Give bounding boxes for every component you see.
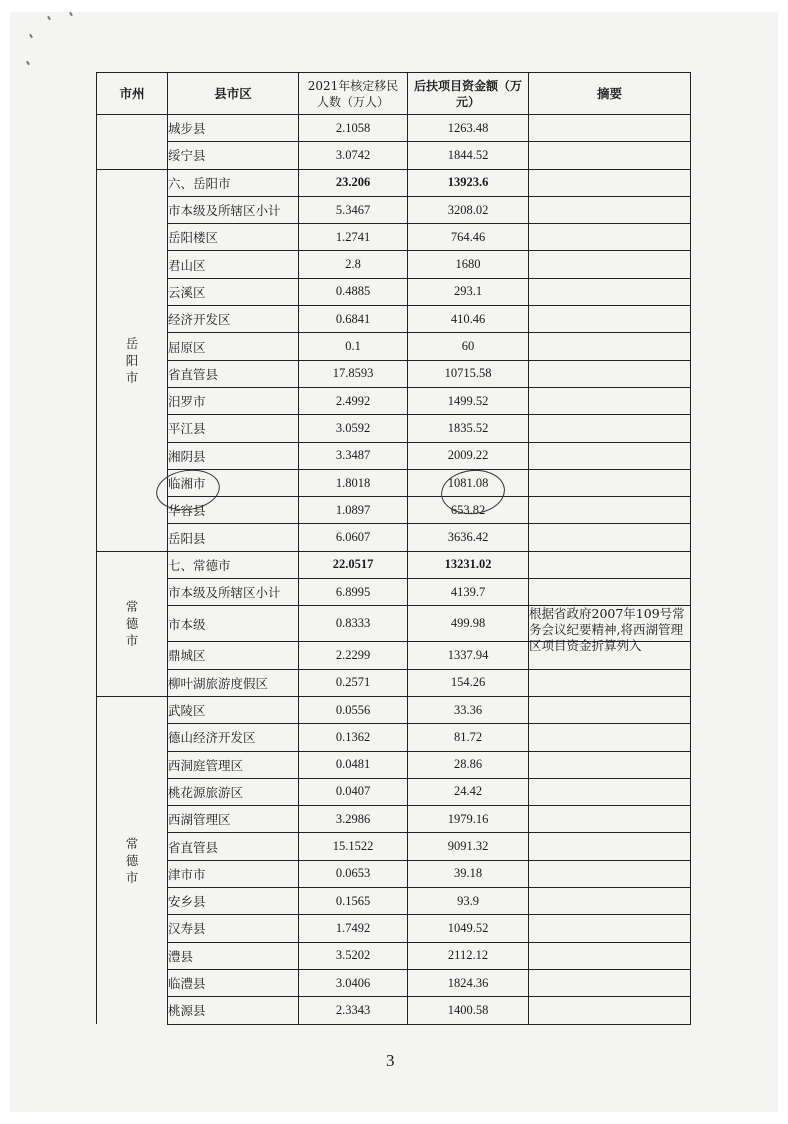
- people-cell: 2.2299: [299, 642, 408, 669]
- funds-cell: 93.9: [408, 888, 529, 915]
- funds-cell: 1081.08: [408, 469, 529, 496]
- table-row: [97, 551, 691, 578]
- table-row: [97, 442, 691, 469]
- table-row: [97, 115, 691, 142]
- people-cell: 5.3467: [299, 196, 408, 223]
- note-cell: [529, 306, 691, 333]
- note-cell: [529, 415, 691, 442]
- note-cell: [529, 196, 691, 223]
- table-row: [97, 169, 691, 196]
- county-name-cell: 绥宁县: [168, 142, 299, 169]
- table-row: [97, 306, 691, 333]
- people-cell: 1.7492: [299, 915, 408, 942]
- table-row: [97, 524, 691, 551]
- header-funds: 后扶项目资金额（万元）: [408, 73, 529, 115]
- county-name-cell: 武陵区: [168, 696, 299, 723]
- header-note: 摘要: [529, 73, 691, 115]
- people-cell: 3.2986: [299, 806, 408, 833]
- people-cell: 1.2741: [299, 224, 408, 251]
- resettlement-funds-table: [96, 72, 691, 1025]
- county-name-cell: 桃源县: [168, 997, 299, 1024]
- funds-cell: 3208.02: [408, 196, 529, 223]
- city-cell: 常 德 市: [97, 551, 168, 696]
- note-cell: [529, 360, 691, 387]
- funds-cell: 13231.02: [408, 551, 529, 578]
- note-cell: [529, 888, 691, 915]
- table-row: [97, 387, 691, 414]
- county-name-cell: 城步县: [168, 115, 299, 142]
- people-cell: 3.5202: [299, 942, 408, 969]
- funds-cell: 1400.58: [408, 997, 529, 1024]
- city-cell: 岳 阳 市: [97, 169, 168, 551]
- note-cell: [529, 142, 691, 169]
- county-name-cell: 临澧县: [168, 969, 299, 996]
- funds-cell: 293.1: [408, 278, 529, 305]
- funds-cell: 653.82: [408, 497, 529, 524]
- funds-cell: 499.98: [408, 606, 529, 642]
- people-cell: 0.1565: [299, 888, 408, 915]
- table-row: [97, 888, 691, 915]
- table-row: [97, 942, 691, 969]
- funds-cell: 1979.16: [408, 806, 529, 833]
- people-cell: 1.8018: [299, 469, 408, 496]
- note-cell: [529, 806, 691, 833]
- table-body: [97, 115, 691, 1025]
- funds-cell: 4139.7: [408, 579, 529, 606]
- people-cell: 3.0592: [299, 415, 408, 442]
- county-name-cell: 柳叶湖旅游度假区: [168, 669, 299, 696]
- funds-cell: 33.36: [408, 696, 529, 723]
- note-cell: [529, 724, 691, 751]
- county-name-cell: 平江县: [168, 415, 299, 442]
- table-row: [97, 196, 691, 223]
- people-cell: 0.2571: [299, 669, 408, 696]
- table-row: [97, 415, 691, 442]
- people-cell: 0.1: [299, 333, 408, 360]
- county-name-cell: 鼎城区: [168, 642, 299, 669]
- county-name-cell: 岳阳县: [168, 524, 299, 551]
- people-cell: 22.0517: [299, 551, 408, 578]
- funds-cell: 9091.32: [408, 833, 529, 860]
- table-row: [97, 751, 691, 778]
- people-cell: 15.1522: [299, 833, 408, 860]
- county-name-cell: 六、岳阳市: [168, 169, 299, 196]
- people-cell: 0.0481: [299, 751, 408, 778]
- table-row: [97, 333, 691, 360]
- table-row: [97, 778, 691, 805]
- county-name-cell: 安乡县: [168, 888, 299, 915]
- funds-cell: 60: [408, 333, 529, 360]
- note-cell: [529, 169, 691, 196]
- note-cell: [529, 278, 691, 305]
- table-row: [97, 251, 691, 278]
- people-cell: 0.0407: [299, 778, 408, 805]
- funds-cell: 1499.52: [408, 387, 529, 414]
- note-cell: [529, 860, 691, 887]
- note-cell: [529, 833, 691, 860]
- county-name-cell: 市本级及所辖区小计: [168, 579, 299, 606]
- people-cell: 2.4992: [299, 387, 408, 414]
- county-name-cell: 省直管县: [168, 833, 299, 860]
- funds-cell: 3636.42: [408, 524, 529, 551]
- note-cell: [529, 524, 691, 551]
- people-cell: 0.0653: [299, 860, 408, 887]
- county-name-cell: 津市市: [168, 860, 299, 887]
- county-name-cell: 岳阳楼区: [168, 224, 299, 251]
- funds-cell: 1049.52: [408, 915, 529, 942]
- county-name-cell: 屈原区: [168, 333, 299, 360]
- table-row: [97, 696, 691, 723]
- header-people: 2021年核定移民人数（万人）: [299, 73, 408, 115]
- note-cell: [529, 669, 691, 696]
- funds-cell: 10715.58: [408, 360, 529, 387]
- funds-cell: 410.46: [408, 306, 529, 333]
- table-row: [97, 724, 691, 751]
- note-text: 根据省政府2007年109号常务会议纪要精神,将西湖管理区项目资金折算列入: [529, 606, 685, 654]
- funds-cell: 28.86: [408, 751, 529, 778]
- people-cell: 0.0556: [299, 696, 408, 723]
- county-name-cell: 汨罗市: [168, 387, 299, 414]
- table-row: [97, 579, 691, 606]
- funds-cell: 1263.48: [408, 115, 529, 142]
- county-name-cell: 市本级及所辖区小计: [168, 196, 299, 223]
- funds-cell: 764.46: [408, 224, 529, 251]
- county-name-cell: 桃花源旅游区: [168, 778, 299, 805]
- note-cell: [529, 251, 691, 278]
- funds-cell: 2009.22: [408, 442, 529, 469]
- table-row: [97, 278, 691, 305]
- funds-cell: 1844.52: [408, 142, 529, 169]
- table-row: [97, 224, 691, 251]
- funds-cell: 81.72: [408, 724, 529, 751]
- people-cell: 3.3487: [299, 442, 408, 469]
- table-row: [97, 860, 691, 887]
- people-cell: 17.8593: [299, 360, 408, 387]
- note-cell: [529, 969, 691, 996]
- note-cell: [529, 579, 691, 606]
- note-cell: [529, 469, 691, 496]
- funds-cell: 154.26: [408, 669, 529, 696]
- people-cell: 6.0607: [299, 524, 408, 551]
- county-name-cell: 七、常德市: [168, 551, 299, 578]
- table-row: [97, 669, 691, 696]
- note-cell: [529, 224, 691, 251]
- people-cell: 2.1058: [299, 115, 408, 142]
- header-county: 县市区: [168, 73, 299, 115]
- note-cell: [529, 778, 691, 805]
- funds-cell: 1835.52: [408, 415, 529, 442]
- city-cell: 常 德 市: [97, 696, 168, 1024]
- note-cell: [529, 696, 691, 723]
- note-cell: [529, 551, 691, 578]
- table-row: [97, 833, 691, 860]
- note-cell: [529, 115, 691, 142]
- county-name-cell: 省直管县: [168, 360, 299, 387]
- funds-cell: 2112.12: [408, 942, 529, 969]
- people-cell: 0.1362: [299, 724, 408, 751]
- note-cell: [529, 442, 691, 469]
- people-cell: 3.0406: [299, 969, 408, 996]
- note-cell: [529, 606, 691, 654]
- funds-cell: 24.42: [408, 778, 529, 805]
- note-cell: [529, 997, 691, 1024]
- county-name-cell: 云溪区: [168, 278, 299, 305]
- county-name-cell: 经济开发区: [168, 306, 299, 333]
- county-name-cell: 市本级: [168, 606, 299, 642]
- page-number: 3: [386, 1051, 395, 1070]
- header-city: 市州: [97, 73, 168, 115]
- funds-cell: 39.18: [408, 860, 529, 887]
- people-cell: 1.0897: [299, 497, 408, 524]
- table-row: [97, 997, 691, 1024]
- table-row: [97, 969, 691, 996]
- people-cell: 3.0742: [299, 142, 408, 169]
- people-cell: 0.8333: [299, 606, 408, 642]
- funds-cell: 13923.6: [408, 169, 529, 196]
- people-cell: 0.4885: [299, 278, 408, 305]
- people-cell: 6.8995: [299, 579, 408, 606]
- people-cell: 23.206: [299, 169, 408, 196]
- table-row: [97, 360, 691, 387]
- note-cell: [529, 497, 691, 524]
- table-row: [97, 806, 691, 833]
- note-cell: [529, 942, 691, 969]
- county-name-cell: 临湘市: [168, 469, 299, 496]
- people-cell: 2.3343: [299, 997, 408, 1024]
- funds-cell: 1680: [408, 251, 529, 278]
- table-row: [97, 142, 691, 169]
- funds-cell: 1824.36: [408, 969, 529, 996]
- county-name-cell: 澧县: [168, 942, 299, 969]
- county-name-cell: 君山区: [168, 251, 299, 278]
- funds-cell: 1337.94: [408, 642, 529, 669]
- county-name-cell: 汉寿县: [168, 915, 299, 942]
- people-cell: 2.8: [299, 251, 408, 278]
- note-cell: [529, 387, 691, 414]
- table-header-row: [97, 73, 691, 115]
- county-name-cell: 华容县: [168, 497, 299, 524]
- county-name-cell: 湘阴县: [168, 442, 299, 469]
- note-cell: [529, 333, 691, 360]
- county-name-cell: 德山经济开发区: [168, 724, 299, 751]
- note-cell: [529, 751, 691, 778]
- county-name-cell: 西湖管理区: [168, 806, 299, 833]
- city-cell: [97, 115, 168, 170]
- people-cell: 0.6841: [299, 306, 408, 333]
- table-row: [97, 606, 691, 642]
- note-cell: [529, 915, 691, 942]
- table-row: [97, 915, 691, 942]
- county-name-cell: 西洞庭管理区: [168, 751, 299, 778]
